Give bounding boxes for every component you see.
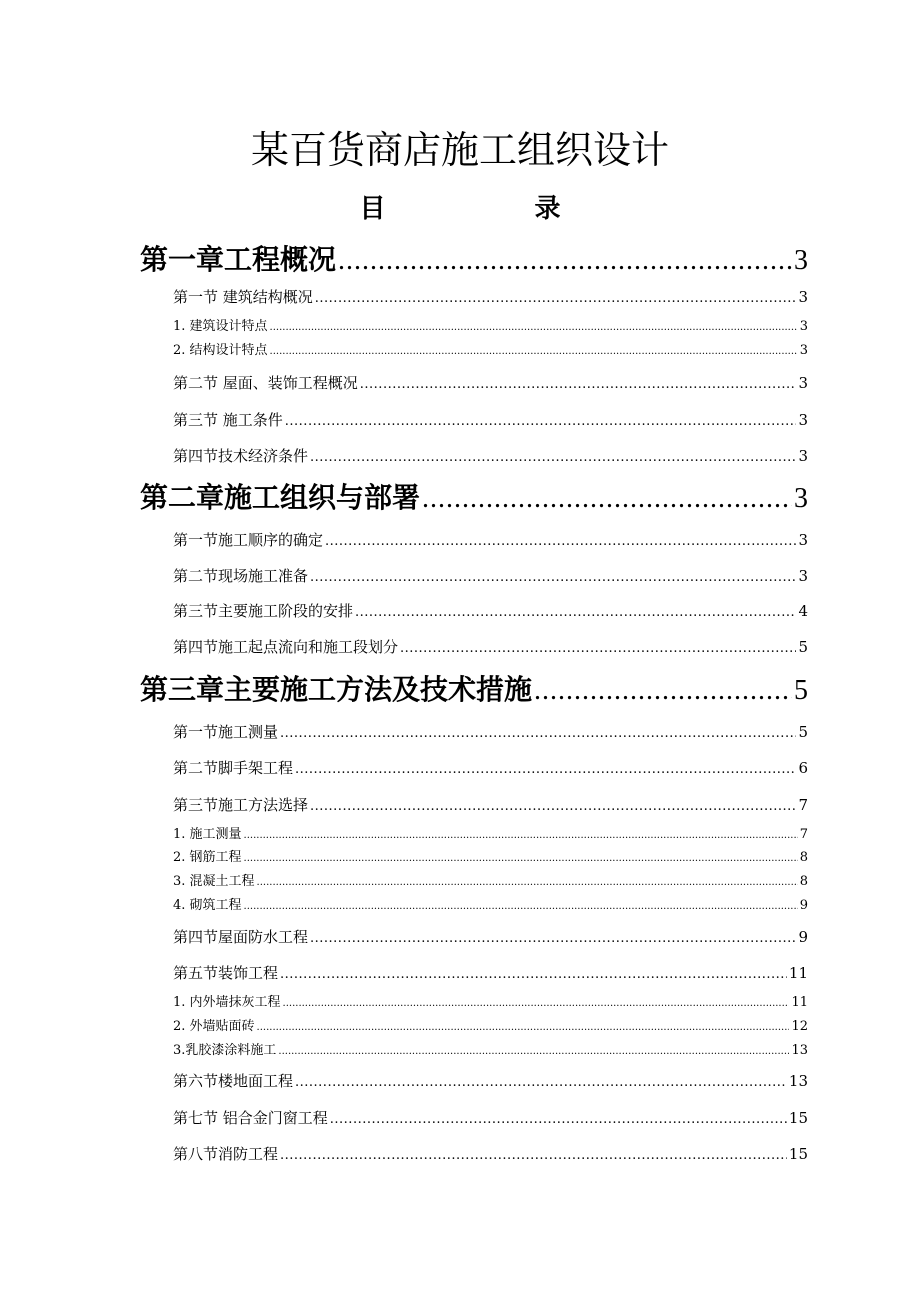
dot-leader <box>285 412 797 432</box>
toc-entry-text: 第二章施工组织与部署 <box>140 481 421 514</box>
dot-leader <box>295 1073 787 1093</box>
dot-leader <box>310 797 796 817</box>
toc-entry-text: 2. 钢筋工程 <box>173 850 242 865</box>
toc-entry-page: 12 <box>791 1019 808 1034</box>
dot-leader <box>278 1043 789 1061</box>
toc-entry-page: 8 <box>799 874 808 889</box>
toc-entry-page: 3 <box>798 567 808 585</box>
toc-entry-section[interactable] <box>173 530 808 552</box>
dot-leader <box>355 603 796 623</box>
toc-entry-section[interactable] <box>173 446 808 468</box>
toc-entry-page: 3 <box>798 531 808 549</box>
dot-leader <box>325 532 796 552</box>
toc-entry-page: 9 <box>798 928 808 946</box>
toc-entry-item[interactable] <box>173 1042 808 1061</box>
dot-leader <box>310 568 796 588</box>
toc-entry-section[interactable] <box>173 373 808 395</box>
toc-entry-page: 11 <box>788 964 808 982</box>
dot-leader <box>244 898 798 916</box>
toc-entry-text: 第三节施工方法选择 <box>173 796 309 814</box>
toc-entry-section[interactable] <box>173 601 808 623</box>
toc-entry-text: 2. 结构设计特点 <box>173 343 268 358</box>
toc-entry-item[interactable] <box>173 897 808 916</box>
document-title: 某百货商店施工组织设计 <box>250 128 669 172</box>
dot-leader <box>257 1019 790 1037</box>
dot-leader <box>295 760 796 780</box>
toc-entry-text: 第四节施工起点流向和施工段划分 <box>173 638 399 656</box>
toc-entry-text: 第五节装饰工程 <box>173 964 279 982</box>
dot-leader <box>257 874 798 892</box>
dot-leader <box>400 639 796 659</box>
toc-entry-page: 7 <box>798 796 808 814</box>
toc-entry-text: 第二节脚手架工程 <box>173 759 294 777</box>
toc-entry-text: 第一节施工顺序的确定 <box>173 531 324 549</box>
dot-leader <box>244 827 798 845</box>
toc-entry-text: 1. 建筑设计特点 <box>173 319 268 334</box>
toc-entry-page: 3 <box>799 343 808 358</box>
dot-leader <box>270 343 798 361</box>
dot-leader <box>270 319 798 337</box>
toc-entry-page: 5 <box>794 675 808 706</box>
dot-leader <box>280 724 796 744</box>
dot-leader <box>280 965 787 985</box>
toc-entry-text: 2. 外墙贴面砖 <box>173 1019 255 1034</box>
dot-leader <box>310 448 796 468</box>
toc-entry-text: 3. 混凝土工程 <box>173 874 255 889</box>
toc-entry-item[interactable] <box>173 873 808 892</box>
dot-leader <box>244 850 798 868</box>
toc-entry-text: 第八节消防工程 <box>173 1145 279 1163</box>
toc-entry-text: 第二节现场施工准备 <box>173 567 309 585</box>
toc-entry-text: 第六节楼地面工程 <box>173 1072 294 1090</box>
toc-entry-page: 15 <box>788 1109 808 1127</box>
dot-leader <box>360 375 797 395</box>
toc-entry-text: 第七节 铝合金门窗工程 <box>173 1109 328 1127</box>
toc-heading <box>0 192 920 226</box>
toc-entry-item[interactable] <box>173 318 808 337</box>
toc-entry-page: 3 <box>798 411 808 429</box>
toc-entry-page: 4 <box>798 602 808 620</box>
toc-heading-char: 目 <box>359 194 386 224</box>
toc-entry-text: 第一节 建筑结构概况 <box>173 288 313 306</box>
dot-leader <box>280 1146 787 1166</box>
dot-leader <box>330 1110 787 1130</box>
toc-entry-section[interactable] <box>173 287 808 309</box>
toc-entry-text: 第三节 施工条件 <box>173 411 283 429</box>
toc-entry-page: 3 <box>798 374 808 392</box>
toc-entry-page: 3 <box>798 447 808 465</box>
toc-entry-section[interactable] <box>173 1071 808 1093</box>
toc-entry-page: 3 <box>794 245 808 276</box>
toc-entry-text: 1. 施工测量 <box>173 827 242 842</box>
toc-entry-text: 第三节主要施工阶段的安排 <box>173 602 354 620</box>
toc-entry-page: 5 <box>798 723 808 741</box>
toc-heading-char: 录 <box>534 194 561 224</box>
toc-entry-page: 6 <box>798 759 808 777</box>
toc-entry-section[interactable] <box>173 963 808 985</box>
toc-entry-page: 3 <box>798 288 808 306</box>
toc-entry-page: 9 <box>799 898 808 913</box>
toc-entry-page: 7 <box>799 827 808 842</box>
toc-entry-section[interactable] <box>173 795 808 817</box>
toc-entry-section[interactable] <box>173 758 808 780</box>
dot-leader <box>422 481 792 517</box>
toc-entry-section[interactable] <box>173 722 808 744</box>
toc-entry-chapter[interactable] <box>140 672 808 709</box>
toc-entry-page: 3 <box>794 483 808 514</box>
toc-entry-item[interactable] <box>173 826 808 845</box>
toc-entry-text: 第二节 屋面、装饰工程概况 <box>173 374 358 392</box>
toc-entry-page: 15 <box>788 1145 808 1163</box>
toc-entry-text: 第四节技术经济条件 <box>173 447 309 465</box>
toc-entry-text: 第一节施工测量 <box>173 723 279 741</box>
dot-leader <box>338 243 792 279</box>
toc-entry-text: 第三章主要施工方法及技术措施 <box>140 673 533 706</box>
dot-leader <box>283 995 790 1013</box>
toc-entry-text: 第四节屋面防水工程 <box>173 928 309 946</box>
dot-leader <box>315 289 797 309</box>
toc-entry-section[interactable] <box>173 1144 808 1166</box>
dot-leader <box>310 929 796 949</box>
toc-entry-section[interactable] <box>173 637 808 659</box>
toc-entry-page: 13 <box>791 1043 808 1058</box>
dot-leader <box>534 673 792 709</box>
toc-entry-item[interactable] <box>173 342 808 361</box>
toc-entry-item[interactable] <box>173 994 808 1013</box>
toc-entry-page: 3 <box>799 319 808 334</box>
toc-entry-page: 11 <box>791 995 808 1010</box>
toc-entry-item[interactable] <box>173 849 808 868</box>
toc-entry-page: 5 <box>798 638 808 656</box>
toc-entry-section[interactable] <box>173 927 808 949</box>
toc-entry-text: 1. 内外墙抹灰工程 <box>173 995 281 1010</box>
toc-entry-text: 4. 砌筑工程 <box>173 898 242 913</box>
toc-entry-chapter[interactable] <box>140 480 808 517</box>
toc-entry-item[interactable] <box>173 1018 808 1037</box>
toc-entry-chapter[interactable] <box>140 242 808 279</box>
toc-entry-page: 13 <box>788 1072 808 1090</box>
toc-entry-page: 8 <box>799 850 808 865</box>
toc-entry-text: 第一章工程概况 <box>140 243 337 276</box>
toc-entry-section[interactable] <box>173 566 808 588</box>
toc-entry-text: 3.乳胶漆涂料施工 <box>173 1043 277 1058</box>
toc-entry-section[interactable] <box>173 1108 808 1130</box>
toc-entry-section[interactable] <box>173 410 808 432</box>
